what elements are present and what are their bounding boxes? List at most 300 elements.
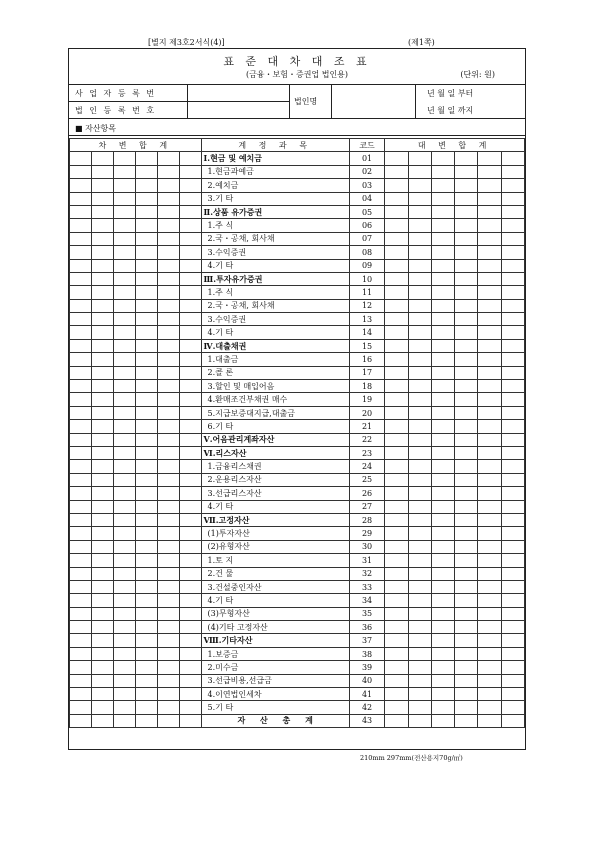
credit-amount-cell[interactable] — [455, 219, 478, 232]
credit-amount-cell[interactable] — [385, 540, 408, 553]
debit-amount-cell[interactable] — [113, 701, 135, 714]
credit-amount-cell[interactable] — [431, 433, 454, 446]
debit-amount-cell[interactable] — [91, 460, 113, 473]
debit-amount-cell[interactable] — [157, 607, 179, 620]
credit-amount-cell[interactable] — [385, 594, 408, 607]
credit-amount-cell[interactable] — [385, 688, 408, 701]
credit-amount-cell[interactable] — [455, 446, 478, 459]
credit-amount-cell[interactable] — [501, 393, 524, 406]
credit-amount-cell[interactable] — [431, 286, 454, 299]
credit-amount-cell[interactable] — [455, 701, 478, 714]
credit-amount-cell[interactable] — [431, 406, 454, 419]
debit-amount-cell[interactable] — [91, 580, 113, 593]
debit-amount-cell[interactable] — [113, 460, 135, 473]
credit-amount-cell[interactable] — [455, 272, 478, 285]
debit-amount-cell[interactable] — [91, 554, 113, 567]
debit-amount-cell[interactable] — [135, 313, 157, 326]
credit-amount-cell[interactable] — [478, 607, 501, 620]
credit-amount-cell[interactable] — [455, 339, 478, 352]
debit-amount-cell[interactable] — [135, 299, 157, 312]
debit-amount-cell[interactable] — [70, 219, 92, 232]
debit-amount-cell[interactable] — [157, 580, 179, 593]
debit-amount-cell[interactable] — [135, 433, 157, 446]
debit-amount-cell[interactable] — [91, 688, 113, 701]
debit-amount-cell[interactable] — [70, 446, 92, 459]
credit-amount-cell[interactable] — [455, 259, 478, 272]
credit-amount-cell[interactable] — [408, 607, 431, 620]
credit-amount-cell[interactable] — [385, 165, 408, 178]
debit-amount-cell[interactable] — [70, 259, 92, 272]
credit-amount-cell[interactable] — [478, 179, 501, 192]
debit-amount-cell[interactable] — [179, 621, 201, 634]
debit-amount-cell[interactable] — [113, 339, 135, 352]
debit-amount-cell[interactable] — [91, 339, 113, 352]
debit-amount-cell[interactable] — [113, 165, 135, 178]
credit-amount-cell[interactable] — [455, 540, 478, 553]
debit-amount-cell[interactable] — [157, 272, 179, 285]
debit-amount-cell[interactable] — [135, 179, 157, 192]
credit-amount-cell[interactable] — [408, 406, 431, 419]
credit-amount-cell[interactable] — [431, 192, 454, 205]
debit-amount-cell[interactable] — [179, 205, 201, 218]
debit-amount-cell[interactable] — [179, 540, 201, 553]
debit-amount-cell[interactable] — [135, 152, 157, 165]
credit-amount-cell[interactable] — [501, 460, 524, 473]
credit-amount-cell[interactable] — [455, 473, 478, 486]
credit-amount-cell[interactable] — [408, 446, 431, 459]
debit-amount-cell[interactable] — [113, 313, 135, 326]
credit-amount-cell[interactable] — [431, 165, 454, 178]
debit-amount-cell[interactable] — [70, 420, 92, 433]
credit-amount-cell[interactable] — [478, 688, 501, 701]
debit-amount-cell[interactable] — [179, 473, 201, 486]
credit-amount-cell[interactable] — [478, 205, 501, 218]
debit-amount-cell[interactable] — [157, 353, 179, 366]
credit-amount-cell[interactable] — [478, 353, 501, 366]
credit-amount-cell[interactable] — [501, 554, 524, 567]
credit-amount-cell[interactable] — [455, 634, 478, 647]
debit-amount-cell[interactable] — [91, 326, 113, 339]
credit-amount-cell[interactable] — [455, 567, 478, 580]
credit-amount-cell[interactable] — [455, 286, 478, 299]
debit-amount-cell[interactable] — [157, 406, 179, 419]
debit-amount-cell[interactable] — [135, 567, 157, 580]
debit-amount-cell[interactable] — [91, 165, 113, 178]
debit-amount-cell[interactable] — [113, 205, 135, 218]
debit-amount-cell[interactable] — [179, 607, 201, 620]
debit-amount-cell[interactable] — [113, 179, 135, 192]
credit-amount-cell[interactable] — [408, 192, 431, 205]
credit-amount-cell[interactable] — [478, 527, 501, 540]
debit-amount-cell[interactable] — [91, 594, 113, 607]
debit-amount-cell[interactable] — [70, 473, 92, 486]
debit-amount-cell[interactable] — [179, 674, 201, 687]
credit-amount-cell[interactable] — [408, 621, 431, 634]
debit-amount-cell[interactable] — [70, 688, 92, 701]
debit-amount-cell[interactable] — [157, 286, 179, 299]
debit-amount-cell[interactable] — [135, 246, 157, 259]
debit-amount-cell[interactable] — [157, 674, 179, 687]
debit-amount-cell[interactable] — [157, 232, 179, 245]
credit-amount-cell[interactable] — [408, 205, 431, 218]
credit-amount-cell[interactable] — [501, 152, 524, 165]
debit-amount-cell[interactable] — [91, 246, 113, 259]
credit-amount-cell[interactable] — [385, 313, 408, 326]
debit-amount-cell[interactable] — [157, 473, 179, 486]
credit-amount-cell[interactable] — [408, 420, 431, 433]
credit-amount-cell[interactable] — [408, 299, 431, 312]
debit-amount-cell[interactable] — [157, 487, 179, 500]
debit-amount-cell[interactable] — [91, 621, 113, 634]
debit-amount-cell[interactable] — [179, 487, 201, 500]
debit-amount-cell[interactable] — [113, 674, 135, 687]
debit-amount-cell[interactable] — [135, 594, 157, 607]
debit-amount-cell[interactable] — [70, 701, 92, 714]
debit-amount-cell[interactable] — [157, 380, 179, 393]
debit-amount-cell[interactable] — [135, 714, 157, 727]
debit-amount-cell[interactable] — [157, 513, 179, 526]
credit-amount-cell[interactable] — [431, 621, 454, 634]
credit-amount-cell[interactable] — [501, 580, 524, 593]
credit-amount-cell[interactable] — [385, 473, 408, 486]
debit-amount-cell[interactable] — [91, 272, 113, 285]
debit-amount-cell[interactable] — [70, 339, 92, 352]
debit-amount-cell[interactable] — [179, 594, 201, 607]
debit-amount-cell[interactable] — [157, 647, 179, 660]
credit-amount-cell[interactable] — [431, 246, 454, 259]
credit-amount-cell[interactable] — [408, 219, 431, 232]
debit-amount-cell[interactable] — [135, 487, 157, 500]
credit-amount-cell[interactable] — [408, 259, 431, 272]
credit-amount-cell[interactable] — [431, 339, 454, 352]
debit-amount-cell[interactable] — [179, 232, 201, 245]
credit-amount-cell[interactable] — [501, 688, 524, 701]
debit-amount-cell[interactable] — [157, 192, 179, 205]
debit-amount-cell[interactable] — [135, 513, 157, 526]
debit-amount-cell[interactable] — [70, 246, 92, 259]
credit-amount-cell[interactable] — [385, 661, 408, 674]
credit-amount-cell[interactable] — [431, 554, 454, 567]
debit-amount-cell[interactable] — [113, 661, 135, 674]
credit-amount-cell[interactable] — [455, 393, 478, 406]
credit-amount-cell[interactable] — [455, 326, 478, 339]
credit-amount-cell[interactable] — [455, 420, 478, 433]
credit-amount-cell[interactable] — [478, 433, 501, 446]
credit-amount-cell[interactable] — [455, 232, 478, 245]
debit-amount-cell[interactable] — [179, 688, 201, 701]
debit-amount-cell[interactable] — [135, 406, 157, 419]
credit-amount-cell[interactable] — [455, 688, 478, 701]
credit-amount-cell[interactable] — [455, 406, 478, 419]
debit-amount-cell[interactable] — [70, 647, 92, 660]
credit-amount-cell[interactable] — [455, 500, 478, 513]
debit-amount-cell[interactable] — [157, 554, 179, 567]
debit-amount-cell[interactable] — [113, 420, 135, 433]
credit-amount-cell[interactable] — [501, 380, 524, 393]
credit-amount-cell[interactable] — [408, 165, 431, 178]
credit-amount-cell[interactable] — [408, 513, 431, 526]
debit-amount-cell[interactable] — [70, 179, 92, 192]
debit-amount-cell[interactable] — [91, 487, 113, 500]
debit-amount-cell[interactable] — [113, 540, 135, 553]
credit-amount-cell[interactable] — [431, 701, 454, 714]
credit-amount-cell[interactable] — [431, 634, 454, 647]
debit-amount-cell[interactable] — [157, 205, 179, 218]
debit-amount-cell[interactable] — [179, 420, 201, 433]
debit-amount-cell[interactable] — [157, 420, 179, 433]
debit-amount-cell[interactable] — [70, 500, 92, 513]
debit-amount-cell[interactable] — [70, 621, 92, 634]
debit-amount-cell[interactable] — [135, 634, 157, 647]
debit-amount-cell[interactable] — [70, 380, 92, 393]
credit-amount-cell[interactable] — [385, 192, 408, 205]
debit-amount-cell[interactable] — [113, 621, 135, 634]
debit-amount-cell[interactable] — [70, 433, 92, 446]
credit-amount-cell[interactable] — [501, 446, 524, 459]
credit-amount-cell[interactable] — [408, 567, 431, 580]
debit-amount-cell[interactable] — [135, 366, 157, 379]
debit-amount-cell[interactable] — [135, 165, 157, 178]
credit-amount-cell[interactable] — [385, 179, 408, 192]
debit-amount-cell[interactable] — [179, 460, 201, 473]
credit-amount-cell[interactable] — [385, 152, 408, 165]
debit-amount-cell[interactable] — [91, 420, 113, 433]
credit-amount-cell[interactable] — [455, 621, 478, 634]
debit-amount-cell[interactable] — [157, 594, 179, 607]
debit-amount-cell[interactable] — [91, 527, 113, 540]
debit-amount-cell[interactable] — [70, 460, 92, 473]
credit-amount-cell[interactable] — [431, 567, 454, 580]
credit-amount-cell[interactable] — [408, 554, 431, 567]
debit-amount-cell[interactable] — [135, 259, 157, 272]
debit-amount-cell[interactable] — [179, 179, 201, 192]
credit-amount-cell[interactable] — [385, 286, 408, 299]
debit-amount-cell[interactable] — [135, 701, 157, 714]
credit-amount-cell[interactable] — [431, 513, 454, 526]
credit-amount-cell[interactable] — [408, 473, 431, 486]
debit-amount-cell[interactable] — [113, 433, 135, 446]
credit-amount-cell[interactable] — [455, 205, 478, 218]
debit-amount-cell[interactable] — [91, 567, 113, 580]
debit-amount-cell[interactable] — [91, 232, 113, 245]
credit-amount-cell[interactable] — [478, 152, 501, 165]
credit-amount-cell[interactable] — [408, 380, 431, 393]
debit-amount-cell[interactable] — [70, 540, 92, 553]
credit-amount-cell[interactable] — [385, 674, 408, 687]
debit-amount-cell[interactable] — [113, 272, 135, 285]
credit-amount-cell[interactable] — [478, 366, 501, 379]
debit-amount-cell[interactable] — [70, 393, 92, 406]
debit-amount-cell[interactable] — [70, 406, 92, 419]
credit-amount-cell[interactable] — [501, 353, 524, 366]
debit-amount-cell[interactable] — [70, 205, 92, 218]
debit-amount-cell[interactable] — [179, 286, 201, 299]
credit-amount-cell[interactable] — [431, 714, 454, 727]
credit-amount-cell[interactable] — [455, 192, 478, 205]
debit-amount-cell[interactable] — [157, 313, 179, 326]
credit-amount-cell[interactable] — [385, 634, 408, 647]
debit-amount-cell[interactable] — [157, 567, 179, 580]
credit-amount-cell[interactable] — [478, 714, 501, 727]
credit-amount-cell[interactable] — [431, 674, 454, 687]
debit-amount-cell[interactable] — [113, 554, 135, 567]
debit-amount-cell[interactable] — [135, 393, 157, 406]
debit-amount-cell[interactable] — [179, 433, 201, 446]
credit-amount-cell[interactable] — [478, 339, 501, 352]
credit-amount-cell[interactable] — [478, 580, 501, 593]
debit-amount-cell[interactable] — [157, 701, 179, 714]
credit-amount-cell[interactable] — [501, 299, 524, 312]
credit-amount-cell[interactable] — [455, 714, 478, 727]
debit-amount-cell[interactable] — [157, 527, 179, 540]
credit-amount-cell[interactable] — [431, 473, 454, 486]
credit-amount-cell[interactable] — [385, 299, 408, 312]
credit-amount-cell[interactable] — [478, 647, 501, 660]
credit-amount-cell[interactable] — [385, 366, 408, 379]
debit-amount-cell[interactable] — [135, 219, 157, 232]
debit-amount-cell[interactable] — [135, 380, 157, 393]
credit-amount-cell[interactable] — [385, 460, 408, 473]
debit-amount-cell[interactable] — [179, 380, 201, 393]
debit-amount-cell[interactable] — [91, 701, 113, 714]
debit-amount-cell[interactable] — [70, 353, 92, 366]
debit-amount-cell[interactable] — [179, 192, 201, 205]
debit-amount-cell[interactable] — [70, 165, 92, 178]
credit-amount-cell[interactable] — [501, 272, 524, 285]
credit-amount-cell[interactable] — [408, 286, 431, 299]
credit-amount-cell[interactable] — [478, 406, 501, 419]
debit-amount-cell[interactable] — [113, 299, 135, 312]
credit-amount-cell[interactable] — [501, 594, 524, 607]
debit-amount-cell[interactable] — [70, 527, 92, 540]
credit-amount-cell[interactable] — [455, 366, 478, 379]
credit-amount-cell[interactable] — [431, 259, 454, 272]
debit-amount-cell[interactable] — [91, 259, 113, 272]
credit-amount-cell[interactable] — [478, 299, 501, 312]
credit-amount-cell[interactable] — [408, 339, 431, 352]
debit-amount-cell[interactable] — [179, 661, 201, 674]
credit-amount-cell[interactable] — [478, 540, 501, 553]
debit-amount-cell[interactable] — [91, 406, 113, 419]
credit-amount-cell[interactable] — [431, 460, 454, 473]
credit-amount-cell[interactable] — [408, 353, 431, 366]
credit-amount-cell[interactable] — [431, 446, 454, 459]
debit-amount-cell[interactable] — [135, 446, 157, 459]
debit-amount-cell[interactable] — [179, 567, 201, 580]
debit-amount-cell[interactable] — [157, 259, 179, 272]
debit-amount-cell[interactable] — [135, 420, 157, 433]
credit-amount-cell[interactable] — [501, 487, 524, 500]
debit-amount-cell[interactable] — [135, 554, 157, 567]
debit-amount-cell[interactable] — [113, 594, 135, 607]
debit-amount-cell[interactable] — [70, 192, 92, 205]
credit-amount-cell[interactable] — [501, 179, 524, 192]
credit-amount-cell[interactable] — [408, 500, 431, 513]
debit-amount-cell[interactable] — [70, 272, 92, 285]
debit-amount-cell[interactable] — [70, 567, 92, 580]
credit-amount-cell[interactable] — [385, 380, 408, 393]
debit-amount-cell[interactable] — [91, 366, 113, 379]
credit-amount-cell[interactable] — [501, 714, 524, 727]
credit-amount-cell[interactable] — [408, 487, 431, 500]
debit-amount-cell[interactable] — [91, 313, 113, 326]
debit-amount-cell[interactable] — [70, 232, 92, 245]
debit-amount-cell[interactable] — [70, 487, 92, 500]
credit-amount-cell[interactable] — [501, 674, 524, 687]
credit-amount-cell[interactable] — [455, 594, 478, 607]
debit-amount-cell[interactable] — [113, 500, 135, 513]
credit-amount-cell[interactable] — [478, 246, 501, 259]
debit-amount-cell[interactable] — [113, 607, 135, 620]
credit-amount-cell[interactable] — [501, 567, 524, 580]
credit-amount-cell[interactable] — [455, 165, 478, 178]
credit-amount-cell[interactable] — [431, 420, 454, 433]
credit-amount-cell[interactable] — [455, 554, 478, 567]
debit-amount-cell[interactable] — [70, 594, 92, 607]
credit-amount-cell[interactable] — [455, 380, 478, 393]
credit-amount-cell[interactable] — [408, 313, 431, 326]
credit-amount-cell[interactable] — [431, 299, 454, 312]
credit-amount-cell[interactable] — [478, 286, 501, 299]
credit-amount-cell[interactable] — [478, 674, 501, 687]
debit-amount-cell[interactable] — [91, 647, 113, 660]
credit-amount-cell[interactable] — [455, 527, 478, 540]
credit-amount-cell[interactable] — [385, 339, 408, 352]
credit-amount-cell[interactable] — [478, 380, 501, 393]
credit-amount-cell[interactable] — [408, 326, 431, 339]
debit-amount-cell[interactable] — [157, 460, 179, 473]
credit-amount-cell[interactable] — [408, 634, 431, 647]
credit-amount-cell[interactable] — [385, 272, 408, 285]
debit-amount-cell[interactable] — [91, 607, 113, 620]
credit-amount-cell[interactable] — [431, 366, 454, 379]
debit-amount-cell[interactable] — [135, 272, 157, 285]
debit-amount-cell[interactable] — [179, 446, 201, 459]
debit-amount-cell[interactable] — [113, 688, 135, 701]
debit-amount-cell[interactable] — [157, 500, 179, 513]
credit-amount-cell[interactable] — [408, 179, 431, 192]
credit-amount-cell[interactable] — [501, 473, 524, 486]
credit-amount-cell[interactable] — [478, 326, 501, 339]
credit-amount-cell[interactable] — [408, 647, 431, 660]
credit-amount-cell[interactable] — [478, 165, 501, 178]
credit-amount-cell[interactable] — [408, 580, 431, 593]
debit-amount-cell[interactable] — [135, 647, 157, 660]
debit-amount-cell[interactable] — [179, 272, 201, 285]
debit-amount-cell[interactable] — [91, 205, 113, 218]
debit-amount-cell[interactable] — [157, 246, 179, 259]
credit-amount-cell[interactable] — [478, 473, 501, 486]
debit-amount-cell[interactable] — [135, 540, 157, 553]
credit-amount-cell[interactable] — [501, 513, 524, 526]
debit-amount-cell[interactable] — [179, 406, 201, 419]
credit-amount-cell[interactable] — [431, 179, 454, 192]
credit-amount-cell[interactable] — [455, 647, 478, 660]
credit-amount-cell[interactable] — [478, 272, 501, 285]
debit-amount-cell[interactable] — [157, 219, 179, 232]
credit-amount-cell[interactable] — [431, 661, 454, 674]
debit-amount-cell[interactable] — [179, 580, 201, 593]
credit-amount-cell[interactable] — [408, 246, 431, 259]
debit-amount-cell[interactable] — [113, 647, 135, 660]
credit-amount-cell[interactable] — [431, 688, 454, 701]
debit-amount-cell[interactable] — [179, 701, 201, 714]
credit-amount-cell[interactable] — [501, 259, 524, 272]
debit-amount-cell[interactable] — [135, 460, 157, 473]
debit-amount-cell[interactable] — [135, 661, 157, 674]
credit-amount-cell[interactable] — [501, 406, 524, 419]
debit-amount-cell[interactable] — [157, 152, 179, 165]
